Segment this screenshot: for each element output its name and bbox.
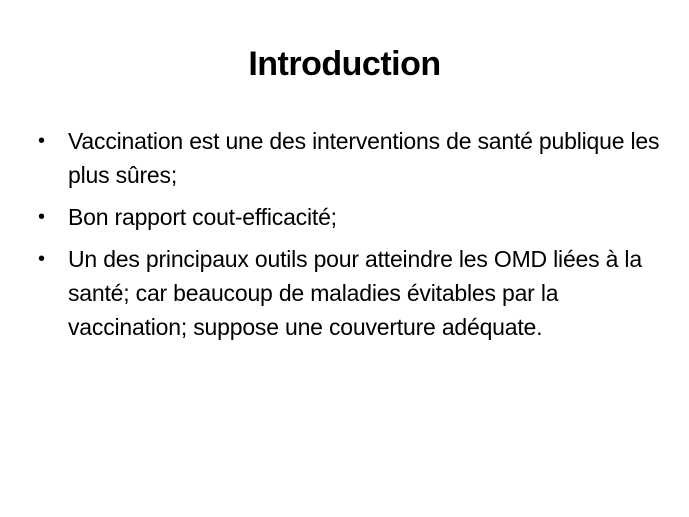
bullet-item bbox=[36, 200, 661, 234]
bullet-text: Vaccination est une des interventions de santé publique les plus sûres; bbox=[68, 128, 660, 188]
bullet-dot-icon: • bbox=[38, 206, 45, 228]
bullet-list bbox=[36, 124, 661, 352]
bullet-dot-icon: • bbox=[38, 248, 45, 270]
bullet-dot-icon: • bbox=[38, 130, 45, 152]
bullet-item bbox=[36, 124, 661, 192]
bullet-item bbox=[36, 242, 661, 344]
bullet-text: Bon rapport cout-efficacité; bbox=[68, 204, 337, 230]
bullet-text: Un des principaux outils pour atteindre les OMD liées à la santé; car beaucoup de maladies évitables par la vaccination; suppose une couverture adéquate. bbox=[68, 246, 642, 340]
slide-title: Introduction bbox=[248, 45, 441, 83]
